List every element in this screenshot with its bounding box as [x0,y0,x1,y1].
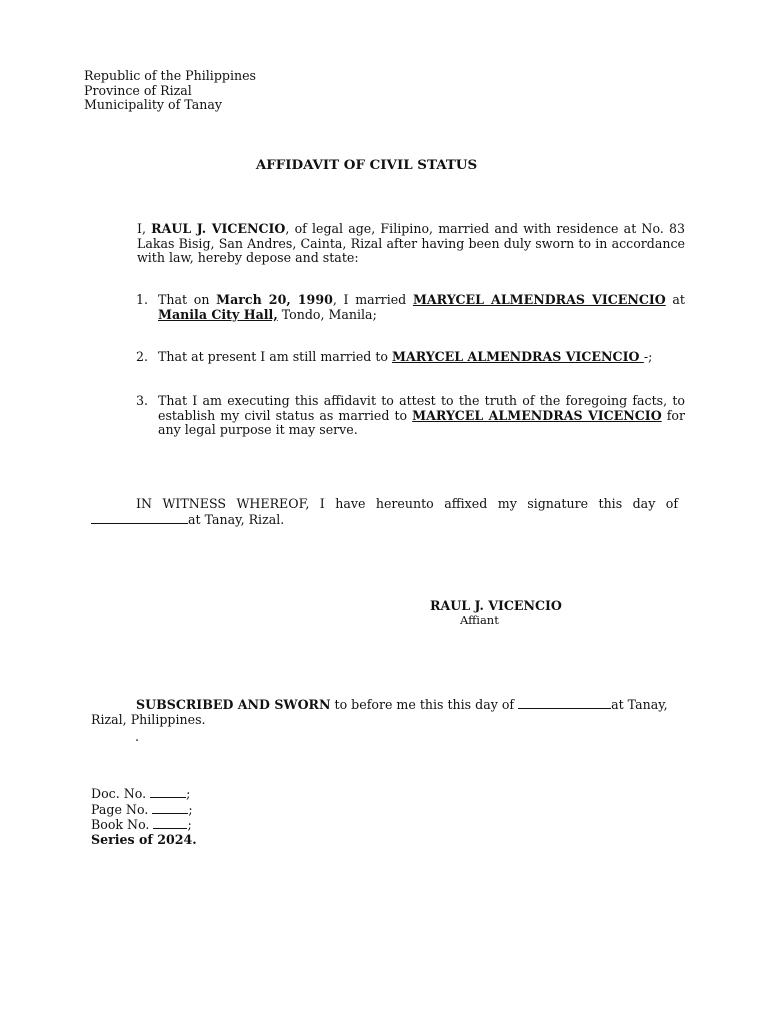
jurat-location: at Tanay, [611,697,668,712]
document-title: AFFIDAVIT OF CIVIL STATUS [255,157,478,173]
signatory-role: Affiant [460,613,499,627]
doc-label: Doc. No. [91,786,151,801]
list-item [136,293,685,322]
item-text [158,350,685,365]
intro-text: , of legal age, Filipino, married and with residence at No. 83 Lakas Bisig, San Andres, Cainta, Rizal after having been duly sworn to in accordance with law, hereby depose and state: [137,221,686,265]
book-number [91,817,197,833]
item-text-part: -; [643,349,653,364]
page-blank [152,802,188,814]
intro-paragraph [137,222,685,266]
item-text-part: That at present I am still married to [158,349,393,364]
header-province: Province of Rizal [84,82,192,98]
intro-prefix: I, [137,221,152,236]
marriage-date: March 20, 1990 [216,292,333,307]
jurat-text: to before me this this day of [330,697,519,712]
spouse-name: MARYCEL ALMENDRAS VICENCIO [412,407,662,423]
marriage-place: Manila City Hall, [158,306,278,322]
affiant-name: RAUL J. VICENCIO [151,221,286,236]
header-municipality: Municipality of Tanay [84,97,222,112]
page-label: Page No. [91,801,153,817]
document-header [84,69,256,113]
notarial-register [91,786,197,847]
item-text [158,394,685,438]
witness-clause [91,497,678,527]
doc-end: ; [186,786,191,801]
signatory-name: RAUL J. VICENCIO [430,598,562,613]
witness-line-1: IN WITNESS WHEREOF, I have hereunto affixed my signature this day of [136,496,678,511]
item-number: 2. [136,349,149,364]
witness-line-2 [91,512,678,528]
series-year: Series of 2024. [91,831,197,847]
list-item [136,350,685,365]
stray-period: . [135,729,140,744]
book-label: Book No. [91,817,154,832]
jurat-heading: SUBSCRIBED AND SWORN [136,697,331,712]
item-number: 3. [136,393,149,408]
doc-number [91,786,197,802]
doc-blank [150,786,186,798]
item-text-part: for any legal purpose it may serve. [158,407,685,437]
book-blank [153,817,187,829]
date-blank [518,697,611,709]
item-text-part: Tondo, Manila; [277,306,377,322]
item-text-part: That on [158,292,217,307]
item-text-part: at [665,292,685,307]
jurat-line-1 [91,697,668,713]
jurat-line-2: Rizal, Philippines. [91,711,206,727]
item-text [158,293,685,322]
spouse-name: MARYCEL ALMENDRAS VICENCIO [392,349,644,364]
item-number: 1. [136,292,149,307]
list-item [136,394,685,438]
item-text-part: That I am executing this affidavit to attest to the truth of the foregoing facts, to establish my civil status as married to [158,393,685,423]
spouse-name: MARYCEL ALMENDRAS VICENCIO [412,292,666,307]
item-text-part: , I married [332,292,413,307]
date-blank [91,512,188,524]
witness-location: at Tanay, Rizal. [188,511,285,527]
jurat [91,697,668,727]
page-end: ; [188,801,193,817]
header-country: Republic of the Philippines [84,68,257,83]
page-number [91,802,197,818]
book-end: ; [187,817,192,832]
